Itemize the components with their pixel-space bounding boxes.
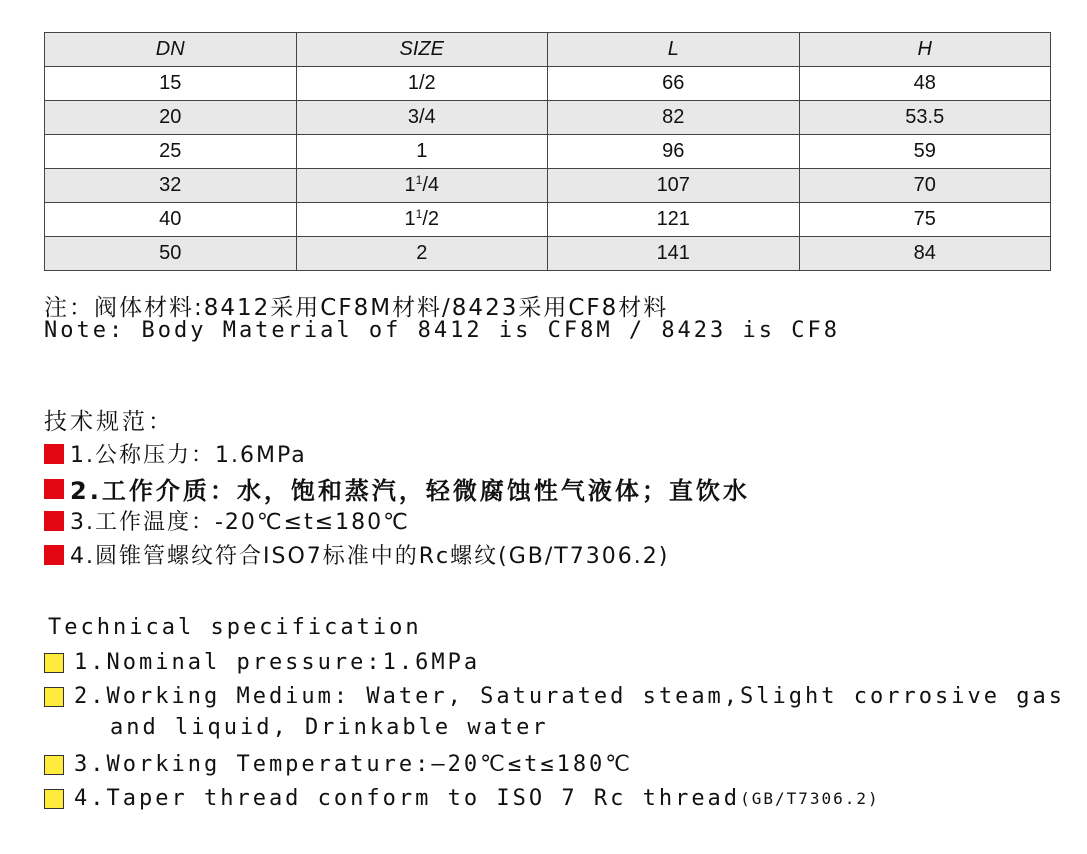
table-row — [45, 67, 1051, 101]
cell-dn: 15 — [45, 67, 297, 101]
cell-h: 48 — [799, 67, 1051, 101]
header-l: L — [548, 33, 800, 67]
cell-h: 84 — [799, 237, 1051, 271]
cell-size: $1^1/2$ — [296, 203, 548, 237]
yellow-square-icon — [44, 789, 64, 809]
cell-size: 3/4 — [296, 101, 548, 135]
en-spec-item-2-continued: and liquid, Drinkable water — [110, 715, 549, 740]
cell-dn: 40 — [45, 203, 297, 237]
cell-dn: 32 — [45, 169, 297, 203]
cell-h: 53.5 — [799, 101, 1051, 135]
zh-spec-item-text: 1.公称压力：1.6MPa — [70, 443, 307, 468]
header-dn: DN — [45, 33, 297, 67]
en-spec-item-2 — [44, 684, 1065, 709]
yellow-square-icon — [44, 755, 64, 775]
cell-dn: 25 — [45, 135, 297, 169]
cell-l: 121 — [548, 203, 800, 237]
en-spec-item-3 — [44, 752, 633, 777]
cell-size: 1 — [296, 135, 548, 169]
en-spec-item-text: 4.Taper thread conform to ISO 7 Rc thread — [74, 786, 741, 811]
zh-spec-heading: 技术规范： — [44, 409, 174, 435]
table-row — [45, 237, 1051, 271]
cell-dn: 50 — [45, 237, 297, 271]
header-h: H — [799, 33, 1051, 67]
cell-l: 96 — [548, 135, 800, 169]
en-spec-item-4-standard: (GB/T7306.2) — [740, 789, 880, 808]
red-square-icon — [44, 511, 64, 531]
zh-spec-item-1 — [44, 438, 307, 469]
zh-spec-item-3 — [44, 505, 410, 536]
red-square-icon — [44, 444, 64, 464]
table-row — [45, 101, 1051, 135]
note-en: Note: Body Material of 8412 is CF8M / 8423 is CF8 — [44, 318, 841, 343]
spec-table — [44, 32, 1051, 271]
en-spec-item-1 — [44, 650, 480, 675]
table-header-row — [45, 33, 1051, 67]
table-body — [45, 67, 1051, 271]
cell-l: 141 — [548, 237, 800, 271]
en-spec-item-text: 1.Nominal pressure:1.6MPa — [74, 650, 481, 675]
cell-h: 75 — [799, 203, 1051, 237]
zh-spec-item-4 — [44, 539, 669, 570]
table-row — [45, 169, 1051, 203]
cell-l: 66 — [548, 67, 800, 101]
zh-spec-item-text: 2.工作介质：水，饱和蒸汽，轻微腐蚀性气液体；直饮水 — [70, 477, 750, 505]
red-square-icon — [44, 479, 64, 499]
zh-spec-item-2 — [44, 471, 750, 506]
cell-dn: 20 — [45, 101, 297, 135]
cell-size: $1^1/4$ — [296, 169, 548, 203]
cell-h: 70 — [799, 169, 1051, 203]
yellow-square-icon — [44, 687, 64, 707]
table-row — [45, 135, 1051, 169]
table-row — [45, 203, 1051, 237]
en-spec-heading: Technical specification — [48, 615, 422, 640]
cell-size: 1/2 — [296, 67, 548, 101]
zh-spec-item-text: 4.圆锥管螺纹符合ISO7标准中的Rc螺纹(GB/T7306.2) — [70, 544, 670, 569]
note-zh: 注：阀体材料:8412采用CF8M材料/8423采用CF8材料 — [44, 295, 669, 321]
yellow-square-icon — [44, 653, 64, 673]
cell-size: 2 — [296, 237, 548, 271]
en-spec-item-text: 3.Working Temperature:—20℃≤t≤180℃ — [74, 752, 634, 777]
en-spec-item-text: 2.Working Medium: Water, Saturated steam,Slight corrosive gas — [74, 684, 1065, 709]
cell-l: 82 — [548, 101, 800, 135]
cell-l: 107 — [548, 169, 800, 203]
cell-h: 59 — [799, 135, 1051, 169]
en-spec-item-4 — [44, 786, 880, 811]
red-square-icon — [44, 545, 64, 565]
zh-spec-item-text: 3.工作温度：-20℃≤t≤180℃ — [70, 510, 410, 535]
header-size: SIZE — [296, 33, 548, 67]
